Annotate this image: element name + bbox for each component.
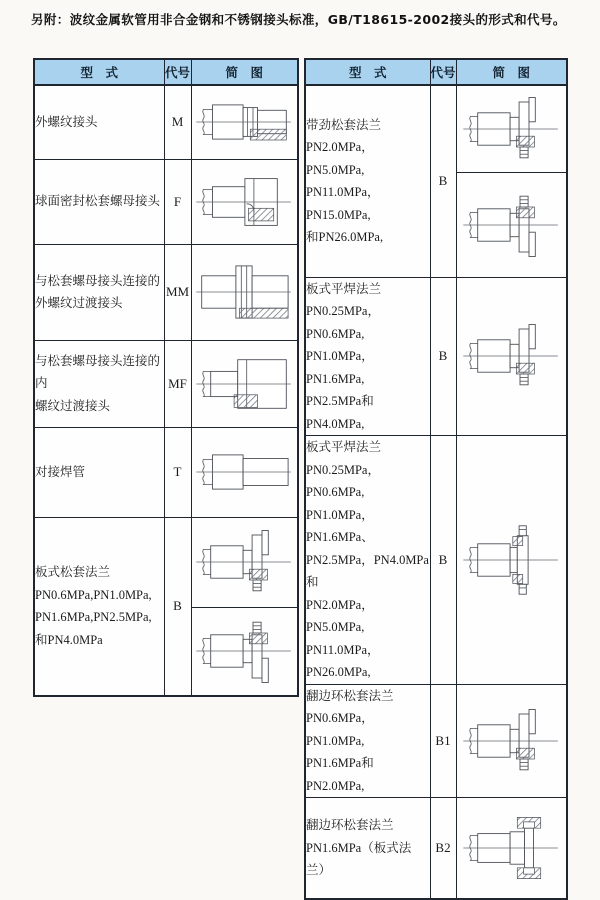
butt-weld-pipe-diagram — [193, 436, 295, 508]
col-header-diagram: 简 图 — [456, 59, 567, 85]
joint-type-cell — [34, 340, 164, 427]
diagram-pane — [457, 798, 567, 897]
page-caption: 另附：波纹金属软管用非合金钢和不锈钢接头标准，GB/T18615-2002接头的形式和代号。 — [31, 12, 566, 27]
joint-type-line: PN1.0MPa，PN1.6MPa, — [306, 349, 374, 386]
right-joint-table — [304, 58, 568, 900]
joint-type-line: PN11.0MPa，PN26.0MPa, — [306, 642, 380, 679]
joint-row — [305, 85, 567, 277]
col-header-type: 型 式 — [305, 59, 430, 85]
joint-type-cell — [305, 798, 430, 899]
diagram-pane — [192, 518, 298, 607]
joint-diagram-cell — [456, 277, 567, 436]
joint-type-line: PN1.6MPa（板式法兰） — [306, 840, 412, 877]
joint-code-cell: B — [164, 517, 191, 696]
male-thread-joint-diagram — [193, 86, 295, 158]
joint-type-cell — [34, 159, 164, 244]
joint-type-line: 翻边环松套法兰 — [306, 818, 394, 832]
joint-type-cell — [305, 684, 430, 798]
joint-type-line: 球面密封松套螺母接头 — [35, 194, 161, 209]
joint-diagram-cell — [456, 798, 567, 899]
joint-type-line: PN2.5MPa和PN4.0MPa, — [306, 394, 374, 431]
joint-code-cell: B1 — [430, 684, 456, 798]
plate-weld-flange-diagram — [460, 320, 562, 392]
joint-type-line: 板式松套法兰 — [35, 565, 111, 580]
joint-row — [34, 159, 298, 244]
joint-type-cell — [34, 244, 164, 340]
joint-code-cell: M — [164, 85, 191, 159]
neck-loose-flange-lower-diagram — [460, 189, 562, 261]
neck-loose-flange-upper-diagram — [460, 93, 562, 165]
col-header-code: 代号 — [164, 59, 191, 85]
joint-type-line: 外螺纹过渡接头 — [35, 296, 123, 310]
plate-loose-flange-upper-diagram — [193, 526, 295, 598]
joint-type-line: PN2.0MPa，PN5.0MPa, — [306, 597, 374, 634]
joint-row — [34, 427, 298, 517]
joint-type-line: PN11.0MPa，PN15.0MPa, — [306, 185, 380, 222]
joint-type-line: 板式平焊法兰 — [306, 440, 382, 454]
diagram-pane — [457, 304, 567, 409]
joint-type-cell — [34, 517, 164, 696]
joint-diagram-cell — [456, 684, 567, 798]
joint-type-cell — [305, 85, 430, 277]
col-header-type: 型 式 — [34, 59, 164, 85]
plate-loose-flange-lower-diagram — [193, 615, 295, 687]
loose-flange-plate-type-diagram — [460, 812, 562, 884]
joint-code-cell: MF — [164, 340, 191, 427]
joint-code-cell: MM — [164, 244, 191, 340]
joint-type-line: 对接焊管 — [35, 464, 86, 479]
diagram-pane — [192, 245, 298, 339]
diagram-pane — [192, 607, 298, 695]
joint-code-cell: F — [164, 159, 191, 244]
diagram-pane — [457, 688, 567, 793]
diagram-pane — [192, 428, 298, 516]
flanged-ring-loose-flange-diagram — [460, 705, 562, 777]
joint-type-line: 螺纹过渡接头 — [35, 398, 111, 413]
joint-type-line: 与松套螺母接头连接的内 — [35, 353, 161, 391]
diagram-pane — [192, 341, 298, 426]
joint-type-cell — [305, 436, 430, 685]
header-row — [305, 59, 567, 85]
joint-type-line: 带劲松套法兰 — [306, 117, 382, 132]
joint-type-cell — [34, 85, 164, 159]
header-row — [34, 59, 298, 85]
joint-diagram-cell — [191, 427, 298, 517]
joint-type-line: PN1.6MPa和PN2.0MPa, — [306, 756, 374, 793]
joint-type-line: PN0.6MPa,PN1.0MPa, — [35, 587, 152, 602]
joint-row — [305, 277, 567, 436]
joint-diagram-cell — [191, 517, 298, 696]
joint-code-cell: T — [164, 427, 191, 517]
joint-row — [305, 684, 567, 798]
joint-row — [305, 436, 567, 685]
diagram-pane — [192, 160, 298, 243]
diagram-pane — [457, 509, 567, 611]
joint-type-line: PN0.25MPa，PN0.6MPa, — [306, 462, 380, 499]
female-thread-adapter-diagram — [193, 348, 295, 420]
col-header-code: 代号 — [430, 59, 456, 85]
joint-diagram-cell — [191, 85, 298, 159]
joint-code-cell: B — [430, 277, 456, 436]
joint-type-line: 和PN26.0MPa, — [306, 230, 384, 245]
joint-code-cell: B — [430, 436, 456, 685]
joint-row — [34, 340, 298, 427]
joint-diagram-cell — [191, 159, 298, 244]
joint-type-line: 和PN4.0MPa — [35, 632, 103, 647]
joint-type-line: PN0.25MPa，PN0.6MPa, — [306, 304, 380, 341]
joint-type-line: PN2.0MPa，PN5.0MPa, — [306, 140, 374, 177]
joint-diagram-cell — [456, 85, 567, 277]
joint-type-line: 与松套螺母接头连接的 — [35, 273, 161, 288]
joint-type-line: 板式平焊法兰 — [306, 281, 382, 296]
diagram-pane — [192, 86, 298, 158]
joint-row — [34, 85, 298, 159]
joint-type-cell — [34, 427, 164, 517]
joint-code-cell: B — [430, 85, 456, 277]
col-header-diagram: 简 图 — [191, 59, 298, 85]
joint-type-line: 外螺纹接头 — [35, 115, 98, 129]
left-joint-table — [33, 58, 299, 697]
joint-row — [305, 798, 567, 899]
joint-type-line: PN2.5MPa，PN4.0MPa和 — [306, 552, 429, 589]
joint-type-line: PN0.6MPa，PN1.0MPa, — [306, 711, 374, 748]
joint-diagram-cell — [191, 340, 298, 427]
diagram-pane — [457, 172, 567, 276]
joint-code-cell: B2 — [430, 798, 456, 899]
diagram-pane — [457, 86, 567, 172]
joint-type-line: PN1.0MPa，PN1.6MPa、 — [306, 507, 374, 544]
joint-type-line: PN1.6MPa,PN2.5MPa, — [35, 610, 152, 625]
joint-diagram-cell — [456, 436, 567, 685]
joint-type-line: 翻边环松套法兰 — [306, 688, 394, 703]
joint-row — [34, 517, 298, 696]
joint-row — [34, 244, 298, 340]
plate-weld-flange-bolted-diagram — [460, 524, 562, 596]
male-thread-adapter-diagram — [193, 256, 295, 328]
joint-diagram-cell — [191, 244, 298, 340]
joint-tables — [33, 58, 568, 900]
joint-type-cell — [305, 277, 430, 436]
sphere-seal-loose-nut-joint-diagram — [193, 166, 295, 238]
